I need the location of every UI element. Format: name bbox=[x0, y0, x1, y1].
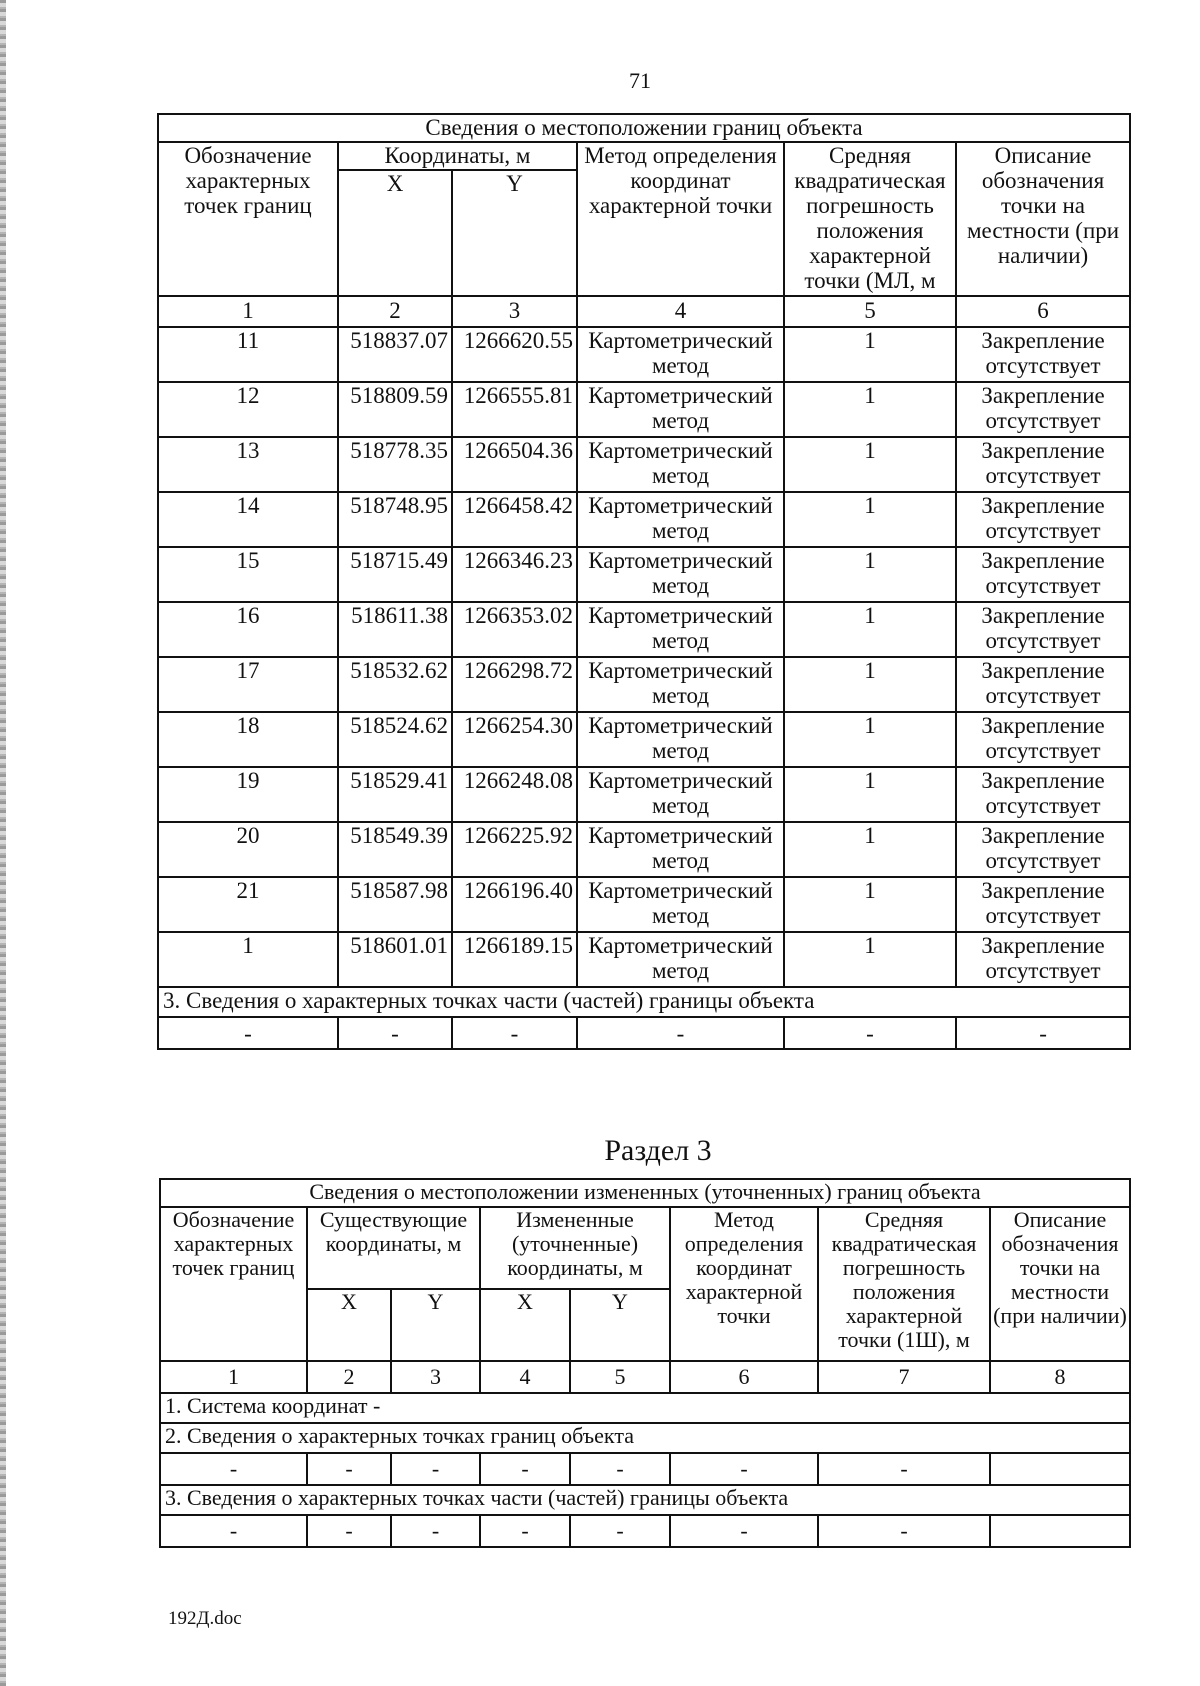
header-existing-coordinates: Существующие координаты, м bbox=[307, 1207, 480, 1289]
header-changed-coordinates: Измененные (уточненные) координаты, м bbox=[480, 1207, 670, 1289]
method-line: Картометрический bbox=[588, 658, 773, 683]
table-cell: - bbox=[480, 1453, 570, 1485]
description-cell bbox=[956, 437, 1130, 492]
coordinate-y: 1266346.23 bbox=[452, 547, 577, 602]
method-line: Картометрический bbox=[588, 933, 773, 958]
header-y: Y bbox=[570, 1289, 670, 1361]
coordinate-y: 1266254.30 bbox=[452, 712, 577, 767]
header-x: X bbox=[338, 170, 452, 296]
header-y: Y bbox=[452, 170, 577, 296]
coordinate-y: 1266458.42 bbox=[452, 492, 577, 547]
header-method: Метод определения координат характерной точки bbox=[670, 1207, 818, 1361]
coordinate-y: 1266248.08 bbox=[452, 767, 577, 822]
method-cell bbox=[577, 437, 784, 492]
boundary-points-table bbox=[157, 113, 1131, 1050]
method-cell bbox=[577, 602, 784, 657]
header-point-designation: Обозначение характерных точек границ bbox=[158, 142, 338, 296]
method-line: метод bbox=[651, 628, 710, 653]
error-value: 1 bbox=[784, 492, 956, 547]
description-line: Закрепление bbox=[981, 328, 1105, 353]
table-row bbox=[158, 712, 1130, 767]
point-number: 20 bbox=[158, 822, 338, 877]
method-line: Картометрический bbox=[588, 328, 773, 353]
table-row bbox=[158, 877, 1130, 932]
method-line: метод bbox=[651, 958, 710, 983]
error-value: 1 bbox=[784, 877, 956, 932]
coordinate-x: 518524.62 bbox=[338, 712, 452, 767]
error-value: 1 bbox=[784, 602, 956, 657]
table-cell bbox=[990, 1515, 1130, 1547]
table-row bbox=[158, 767, 1130, 822]
coordinate-x: 518748.95 bbox=[338, 492, 452, 547]
table-row bbox=[158, 547, 1130, 602]
table2-section1-label: 1. Система координат - bbox=[160, 1393, 1130, 1423]
error-value: 1 bbox=[784, 932, 956, 987]
method-cell bbox=[577, 712, 784, 767]
method-line: Картометрический bbox=[588, 878, 773, 903]
column-number: 5 bbox=[570, 1361, 670, 1393]
description-cell bbox=[956, 657, 1130, 712]
method-line: метод bbox=[651, 573, 710, 598]
header-x: X bbox=[480, 1289, 570, 1361]
description-line: отсутствует bbox=[985, 573, 1101, 598]
method-cell bbox=[577, 547, 784, 602]
method-line: Картометрический bbox=[588, 383, 773, 408]
point-number: 13 bbox=[158, 437, 338, 492]
coordinate-x: 518611.38 bbox=[338, 602, 452, 657]
column-number: 2 bbox=[338, 296, 452, 327]
table-cell: - bbox=[670, 1453, 818, 1485]
table-cell: - bbox=[784, 1017, 956, 1049]
description-line: отсутствует bbox=[985, 903, 1101, 928]
description-cell bbox=[956, 822, 1130, 877]
table-cell: - bbox=[818, 1453, 990, 1485]
table-row bbox=[158, 492, 1130, 547]
column-number: 6 bbox=[956, 296, 1130, 327]
method-line: Картометрический bbox=[588, 438, 773, 463]
method-line: Картометрический bbox=[588, 603, 773, 628]
coordinate-x: 518529.41 bbox=[338, 767, 452, 822]
coordinate-x: 518778.35 bbox=[338, 437, 452, 492]
method-cell bbox=[577, 327, 784, 382]
table-cell: - bbox=[570, 1453, 670, 1485]
table2-section3-label: 3. Сведения о характерных точках части (частей) границы объекта bbox=[160, 1485, 1130, 1515]
table-cell: - bbox=[956, 1017, 1130, 1049]
coordinate-y: 1266298.72 bbox=[452, 657, 577, 712]
table-row bbox=[158, 602, 1130, 657]
coordinate-y: 1266620.55 bbox=[452, 327, 577, 382]
description-cell bbox=[956, 327, 1130, 382]
column-number: 2 bbox=[307, 1361, 391, 1393]
description-line: отсутствует bbox=[985, 958, 1101, 983]
table-cell: - bbox=[670, 1515, 818, 1547]
column-number: 1 bbox=[158, 296, 338, 327]
column-number: 4 bbox=[480, 1361, 570, 1393]
column-number: 7 bbox=[818, 1361, 990, 1393]
description-cell bbox=[956, 767, 1130, 822]
description-line: отсутствует bbox=[985, 408, 1101, 433]
method-cell bbox=[577, 822, 784, 877]
header-coordinates: Координаты, м bbox=[338, 142, 577, 170]
table1-title: Сведения о местоположении границ объекта bbox=[158, 114, 1130, 142]
description-line: отсутствует bbox=[985, 353, 1101, 378]
point-number: 1 bbox=[158, 932, 338, 987]
error-value: 1 bbox=[784, 327, 956, 382]
page-number: 71 bbox=[629, 68, 651, 93]
description-cell bbox=[956, 602, 1130, 657]
column-number: 3 bbox=[391, 1361, 480, 1393]
changed-boundaries-table bbox=[159, 1178, 1131, 1548]
table-row bbox=[158, 382, 1130, 437]
point-number: 21 bbox=[158, 877, 338, 932]
header-description: Описание обозначения точки на местности (при наличии) bbox=[956, 142, 1130, 296]
method-line: метод bbox=[651, 353, 710, 378]
method-line: Картометрический bbox=[588, 713, 773, 738]
point-number: 16 bbox=[158, 602, 338, 657]
error-value: 1 bbox=[784, 767, 956, 822]
description-cell bbox=[956, 547, 1130, 602]
header-method: Метод определения координат характерной точки bbox=[577, 142, 784, 296]
method-line: метод bbox=[651, 518, 710, 543]
column-number: 1 bbox=[160, 1361, 307, 1393]
coordinate-x: 518715.49 bbox=[338, 547, 452, 602]
description-line: отсутствует bbox=[985, 518, 1101, 543]
table-cell bbox=[990, 1453, 1130, 1485]
method-line: Картометрический bbox=[588, 548, 773, 573]
description-line: Закрепление bbox=[981, 878, 1105, 903]
coordinate-x: 518532.62 bbox=[338, 657, 452, 712]
description-line: отсутствует bbox=[985, 738, 1101, 763]
coordinate-x: 518587.98 bbox=[338, 877, 452, 932]
table-cell: - bbox=[307, 1453, 391, 1485]
coordinate-y: 1266353.02 bbox=[452, 602, 577, 657]
coordinate-x: 518837.07 bbox=[338, 327, 452, 382]
method-cell bbox=[577, 932, 784, 987]
description-cell bbox=[956, 382, 1130, 437]
description-cell bbox=[956, 712, 1130, 767]
description-line: Закрепление bbox=[981, 438, 1105, 463]
description-line: Закрепление bbox=[981, 658, 1105, 683]
method-line: Картометрический bbox=[588, 823, 773, 848]
method-line: Картометрический bbox=[588, 768, 773, 793]
description-cell bbox=[956, 877, 1130, 932]
description-line: Закрепление bbox=[981, 933, 1105, 958]
error-value: 1 bbox=[784, 547, 956, 602]
method-line: метод bbox=[651, 683, 710, 708]
method-line: метод bbox=[651, 793, 710, 818]
table-cell: - bbox=[391, 1515, 480, 1547]
table-cell: - bbox=[391, 1453, 480, 1485]
coordinate-y: 1266196.40 bbox=[452, 877, 577, 932]
header-error: Средняя квадратическая погрешность положения характерной точки (1Ш), м bbox=[818, 1207, 990, 1361]
error-value: 1 bbox=[784, 712, 956, 767]
point-number: 14 bbox=[158, 492, 338, 547]
section-title: Раздел 3 bbox=[604, 1134, 712, 1167]
method-cell bbox=[577, 492, 784, 547]
method-cell bbox=[577, 767, 784, 822]
column-number: 5 bbox=[784, 296, 956, 327]
coordinate-y: 1266555.81 bbox=[452, 382, 577, 437]
table-cell: - bbox=[570, 1515, 670, 1547]
point-number: 11 bbox=[158, 327, 338, 382]
error-value: 1 bbox=[784, 437, 956, 492]
coordinate-y: 1266504.36 bbox=[452, 437, 577, 492]
column-number: 8 bbox=[990, 1361, 1130, 1393]
table-cell: - bbox=[452, 1017, 577, 1049]
table2-section2-label: 2. Сведения о характерных точках границ объекта bbox=[160, 1423, 1130, 1453]
method-line: Картометрический bbox=[588, 493, 773, 518]
description-line: отсутствует bbox=[985, 683, 1101, 708]
table-row bbox=[158, 822, 1130, 877]
error-value: 1 bbox=[784, 382, 956, 437]
method-line: метод bbox=[651, 848, 710, 873]
header-error: Средняя квадратическая погрешность положения характерной точки (МЛ, м bbox=[784, 142, 956, 296]
table-cell: - bbox=[307, 1515, 391, 1547]
description-line: отсутствует bbox=[985, 793, 1101, 818]
method-line: метод bbox=[651, 408, 710, 433]
header-description: Описание обозначения точки на местности (при наличии) bbox=[990, 1207, 1130, 1361]
header-x: X bbox=[307, 1289, 391, 1361]
scan-edge bbox=[0, 0, 6, 1686]
description-line: Закрепление bbox=[981, 823, 1105, 848]
method-cell bbox=[577, 877, 784, 932]
method-line: метод bbox=[651, 738, 710, 763]
table-cell: - bbox=[158, 1017, 338, 1049]
coordinate-x: 518601.01 bbox=[338, 932, 452, 987]
method-line: метод bbox=[651, 463, 710, 488]
header-point-designation: Обозначение характерных точек границ bbox=[160, 1207, 307, 1361]
description-line: Закрепление bbox=[981, 548, 1105, 573]
error-value: 1 bbox=[784, 822, 956, 877]
table1-section3-label: 3. Сведения о характерных точках части (частей) границы объекта bbox=[158, 987, 1130, 1017]
coordinate-x: 518809.59 bbox=[338, 382, 452, 437]
table-cell: - bbox=[160, 1453, 307, 1485]
table-cell: - bbox=[577, 1017, 784, 1049]
column-number: 3 bbox=[452, 296, 577, 327]
coordinate-x: 518549.39 bbox=[338, 822, 452, 877]
point-number: 18 bbox=[158, 712, 338, 767]
description-line: Закрепление bbox=[981, 768, 1105, 793]
point-number: 12 bbox=[158, 382, 338, 437]
description-line: Закрепление bbox=[981, 603, 1105, 628]
table-row bbox=[158, 437, 1130, 492]
description-cell bbox=[956, 492, 1130, 547]
table-row bbox=[158, 932, 1130, 987]
table-cell: - bbox=[338, 1017, 452, 1049]
method-line: метод bbox=[651, 903, 710, 928]
table-cell: - bbox=[160, 1515, 307, 1547]
header-y: Y bbox=[391, 1289, 480, 1361]
description-line: Закрепление bbox=[981, 383, 1105, 408]
column-number: 6 bbox=[670, 1361, 818, 1393]
description-line: отсутствует bbox=[985, 848, 1101, 873]
description-line: отсутствует bbox=[985, 628, 1101, 653]
method-cell bbox=[577, 657, 784, 712]
table-row bbox=[158, 657, 1130, 712]
coordinate-y: 1266189.15 bbox=[452, 932, 577, 987]
table-cell: - bbox=[480, 1515, 570, 1547]
table-row bbox=[158, 327, 1130, 382]
point-number: 17 bbox=[158, 657, 338, 712]
coordinate-y: 1266225.92 bbox=[452, 822, 577, 877]
point-number: 15 bbox=[158, 547, 338, 602]
description-line: отсутствует bbox=[985, 463, 1101, 488]
description-cell bbox=[956, 932, 1130, 987]
description-line: Закрепление bbox=[981, 493, 1105, 518]
file-name-footer: 192Д.doc bbox=[168, 1608, 242, 1629]
error-value: 1 bbox=[784, 657, 956, 712]
point-number: 19 bbox=[158, 767, 338, 822]
method-cell bbox=[577, 382, 784, 437]
table-cell: - bbox=[818, 1515, 990, 1547]
column-number: 4 bbox=[577, 296, 784, 327]
table2-title: Сведения о местоположении измененных (уточненных) границ объекта bbox=[160, 1179, 1130, 1207]
description-line: Закрепление bbox=[981, 713, 1105, 738]
